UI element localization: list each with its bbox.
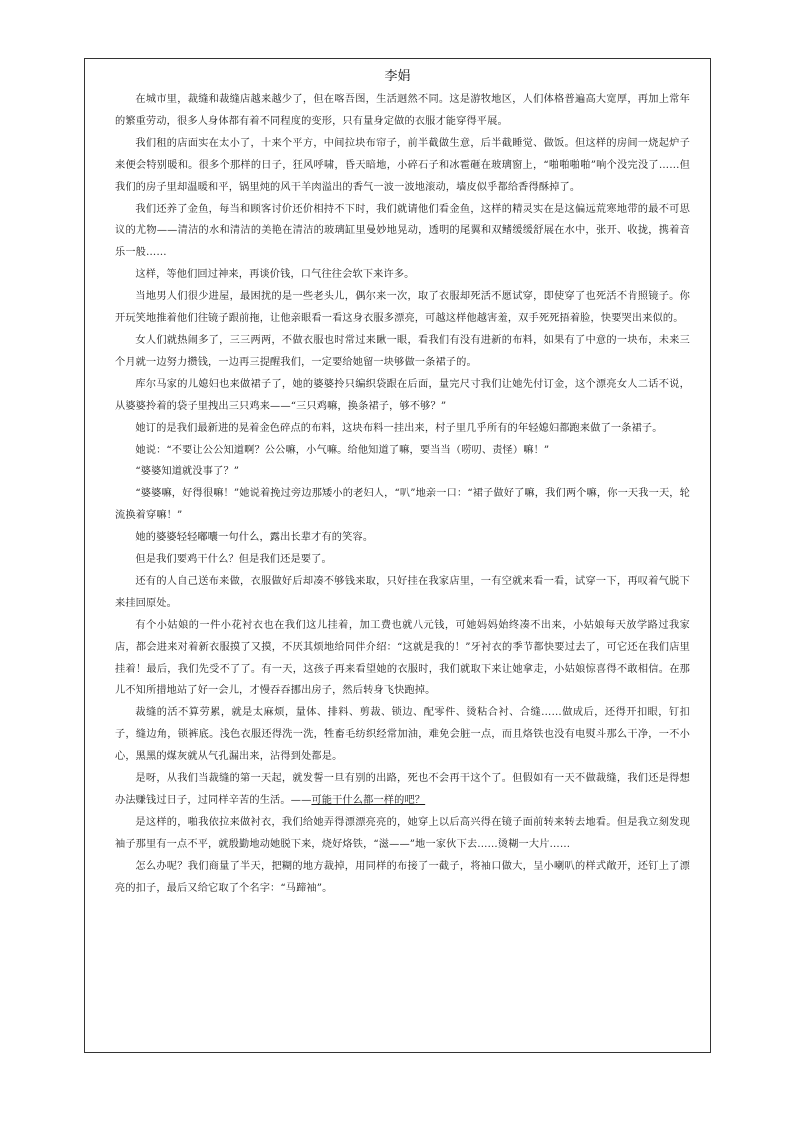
- paragraph-text: 怎么办呢？我们商量了半天，把糊的地方裁掉，用同样的布接了一截子，将袖口做大，呈小喇叭的样式敞开，还钉上了漂亮的扣子，最后又给它取了个名字：“马蹄袖”。: [115, 860, 690, 894]
- paragraph: [115, 264, 690, 286]
- paragraph: [115, 571, 690, 615]
- paragraph-text: 但是我们要鸡干什么？但是我们还是要了。: [135, 554, 332, 566]
- underlined-phrase: 可能干什么都一样的吧？: [311, 795, 426, 806]
- paragraph-text: “婆婆知道就没事了？”: [135, 466, 240, 478]
- paragraph-text: 裁缝的活不算劳累，就是太麻烦，量体、排料、剪裁、锁边、配零件、烫粘合衬、合缝……做成后，还得开扣眼，钉扣子，缝边角，锁裤底。浅色衣服还得洗一洗，牲畜毛纺织经常加油，难免会脏一点，而且烙铁也没有电熨斗那么干净，一不小心，黑黑的煤灰就从气孔漏出来，沾得到处都是。: [115, 707, 690, 763]
- paragraph: [115, 856, 690, 900]
- paragraph: [115, 440, 690, 462]
- document-frame: [84, 58, 711, 1053]
- author-title: 李娟: [384, 69, 411, 84]
- paragraph-text: 她订的是我们最新进的晃着金色碎点的布料，这块布料一挂出来，村子里几乎所有的年轻媳妇都跑来做了一条裙子。: [135, 422, 663, 434]
- paragraph-text: 她的婆婆轻轻嘟囔一句什么，露出长辈才有的笑容。: [135, 532, 374, 544]
- paragraph: [115, 461, 690, 483]
- paragraph-text: 是呀，从我们当裁缝的第一天起，就发誓一旦有别的出路，死也不会再干这个了。但假如有一天不做裁缝，我们还是得想办法赚钱过日子，过同样辛苦的生活。——: [115, 773, 690, 806]
- paragraph: [115, 812, 690, 856]
- paragraph: [115, 374, 690, 418]
- article-body: [115, 89, 690, 900]
- paragraph: [115, 89, 690, 133]
- paragraph-text: 当地男人们很少进屋，最困扰的是一些老头儿，偶尔来一次，取了衣服却死活不愿试穿，即使穿了也死活不肯照镜子。你开玩笑地推着他们往镜子跟前拖，让他亲眼看一看这身衣服多漂亮，可越这样他越害羞，双手死死捂着脸，快要哭出来似的。: [115, 291, 690, 325]
- paragraph: [115, 615, 690, 703]
- paragraph: [115, 702, 690, 768]
- paragraph-text: 在城市里，裁缝和裁缝店越来越少了，但在喀吾图，生活迥然不同。这是游牧地区，人们体格普遍高大宽厚，再加上常年的繁重劳动，很多人身体都有着不同程度的变形，只有量身定做的衣服才能穿得平展。: [115, 94, 690, 127]
- paragraph-text: 女人们就热闹多了，三三两两，不做衣服也时常过来瞅一眼，看我们有没有进新的布料，如果有了中意的一块布，未来三个月就一边努力攒钱，一边再三提醒我们，一定要给她留一块够做一条裙子的。: [115, 334, 690, 368]
- paragraph: [115, 418, 690, 440]
- paragraph: [115, 527, 690, 549]
- paragraph-text: “婆婆嘛，好得很嘛！”她说着挽过旁边那矮小的老妇人，“叭”地亲一口：“裙子做好了嘛，我们两个嘛，你一天我一天，轮流换着穿嘛！”: [115, 488, 690, 522]
- paragraph: [115, 549, 690, 571]
- paragraph: [115, 768, 690, 812]
- paragraph: [115, 199, 690, 265]
- paragraph-text: 这样，等他们回过神来，再谈价钱，口气往往会软下来许多。: [135, 269, 415, 281]
- paragraph: [115, 286, 690, 330]
- paragraph-text: 我们还养了金鱼，每当和顾客讨价还价相持不下时，我们就请他们看金鱼，这样的精灵实在是这偏远荒寒地带的最不可思议的尤物——清洁的水和清洁的美艳在清洁的玻璃缸里曼妙地晃动，透明的尾翼和双鳍缓缓舒展在水中，张开、收拢，携着音乐一般……: [115, 203, 690, 259]
- paragraph-text: 还有的人自己送布来做，衣服做好后却凑不够钱来取，只好挂在我家店里，一有空就来看一看，试穿一下，再叹着气脱下来挂回原处。: [115, 575, 690, 609]
- paragraph-text: 有个小姑娘的一件小花衬衣也在我们这儿挂着，加工费也就八元钱，可她妈妈始终凑不出来，小姑娘每天放学路过我家店，都会进来对着新衣服摸了又摸，不厌其烦地给同伴介绍：“这就是我的！”牙衬衣的季节都快要过去了，可它还在我们店里挂着！最后，我们先受不了了。有一天，这孩子再来看望她的衣服时，我们就取下来让她拿走，小姑娘惊喜得不敢相信。在那儿不知所措地站了好一会儿，才慢吞吞挪出房子，然后转身飞快跑掉。: [115, 619, 690, 697]
- paragraph: [115, 483, 690, 527]
- paragraph-text: 是这样的，啪我依拉来做衬衣，我们给她弄得漂漂亮亮的，她穿上以后高兴得在镜子面前转来转去地看。但是我立刻发现袖子那里有一点不平，就殷勤地动她脱下来，烧好烙铁，“滋——”地一家伙下去……烫糊一大片……: [115, 816, 690, 850]
- paragraph-text: 她说：“不要让公公知道啊？公公嘛，小气嘛。给他知道了嘛，要当当（唠叨、责怪）嘛！”: [135, 444, 550, 456]
- paragraph-text: 我们租的店面实在太小了，十来个平方，中间拉块布帘子，前半截做生意，后半截睡觉、做饭。但这样的房间一烧起炉子来便会特别暖和。很多个那样的日子，狂风呼啸，昏天暗地，小碎石子和冰雹砸在玻璃窗上，“啪啪啪啪”响个没完没了……但我们的房子里却温暖和平，锅里炖的风干羊肉溢出的香气一波一波地滚动，墙皮似乎都给香得酥掉了。: [115, 137, 690, 193]
- paragraph-text: 库尔马家的儿媳妇也来做裙子了，她的婆婆拎只编织袋跟在后面，量完尺寸我们让她先付订金，这个漂亮女人二话不说，从婆婆拎着的袋子里拽出三只鸡来——“三只鸡嘛，换条裙子，够不够？”: [115, 378, 690, 412]
- paragraph: [115, 133, 690, 199]
- paragraph: [115, 330, 690, 374]
